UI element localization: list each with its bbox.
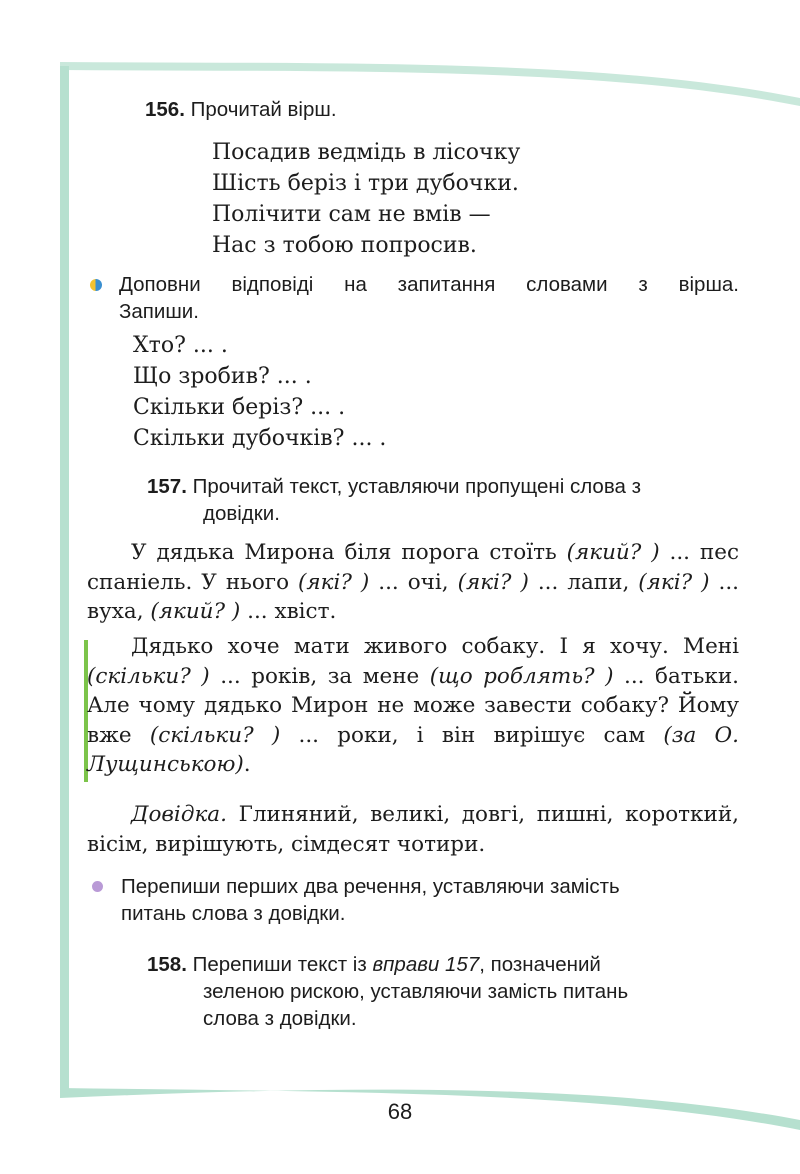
hint-words: Глиняний, великі, довгі, пишні, короткий, вісім, вирішують, сімдесят чотири.: [87, 802, 739, 857]
text-run: ... лапи,: [528, 569, 639, 595]
question-hint: (що роблять? ): [429, 663, 614, 689]
bullet-task-line: питань слова з довідки.: [121, 902, 346, 925]
hint-label: Довідка.: [131, 802, 227, 827]
text-run: Перепиши текст із: [192, 953, 373, 976]
exercise-task-continued: слова з довідки.: [203, 1007, 357, 1030]
question-line: Скільки беріз? ... .: [133, 395, 346, 420]
text-run: ... роки, і він вирішує сам: [280, 722, 664, 748]
text-run: У дядька Мирона біля порога стоїть: [131, 540, 567, 565]
bullet-task-156: [119, 271, 739, 325]
exercise-reference: вправи 157: [372, 953, 480, 976]
question-hint: (які? ): [638, 569, 710, 595]
question-line: Що зробив? ... .: [133, 364, 312, 389]
poem-line: Посадив ведмідь в лісочку: [212, 140, 521, 165]
exercise-156-heading: [145, 96, 337, 123]
question-hint: (який? ): [566, 540, 660, 565]
source-attribution: (за О. Лущинською): [87, 722, 739, 777]
text-run: ... вуха,: [87, 569, 740, 624]
question-line: Хто? ... .: [133, 333, 228, 358]
poem-line: Шість беріз і три дубочки.: [212, 171, 519, 196]
bullet-blue-yellow-icon: [90, 279, 102, 291]
exercise-task: Прочитай текст, уставляючи пропущені слова з: [192, 475, 641, 498]
exercise-task-continued: зеленою рискою, уставляючи замість питань: [203, 980, 629, 1003]
exercise-158: [147, 951, 747, 1032]
question-line: Скільки дубочків? ... .: [133, 426, 387, 451]
bullet-task-line: Перепиши перших два речення, уставляючи замість: [121, 875, 620, 898]
text-run: ... хвіст.: [240, 599, 337, 624]
text-run: ... років, за мене: [209, 663, 430, 689]
exercise-task-continued: довідки.: [203, 502, 280, 525]
page-number: 68: [387, 1099, 413, 1124]
poem-line: Полічити сам не вмів —: [212, 202, 491, 227]
question-list: [133, 330, 386, 454]
question-hint: (які? ): [457, 569, 529, 595]
question-hint: (які? ): [298, 569, 370, 595]
bullet-task-line: Доповни відповіді на запитання словами з вірша.: [119, 273, 739, 296]
question-hint: (який? ): [150, 599, 241, 624]
exercise-number: 157.: [147, 475, 187, 498]
poem: [212, 137, 520, 261]
bullet-task-line: Запиши.: [119, 300, 199, 323]
text-run: Дядько хоче мати живого собаку. І я хочу. Мені: [131, 634, 739, 659]
text-run: ... пес спаніель. У нього: [87, 540, 739, 595]
hint-paragraph: [87, 800, 739, 859]
bullet-task-157: [121, 873, 741, 927]
poem-line: Нас з тобою попросив.: [212, 233, 477, 258]
text-run: , позначений: [479, 953, 601, 976]
text-run: ... батьки. Але чому дядько Мирон не може завести собаку? Йому вже: [87, 663, 739, 748]
exercise-157-heading: [147, 473, 747, 527]
frame-left-band: [60, 66, 69, 1096]
text-paragraph-2: [87, 632, 739, 780]
text-run: ... очі,: [369, 569, 458, 595]
question-hint: (скільки? ): [87, 663, 210, 689]
exercise-number: 158.: [147, 953, 187, 976]
exercise-number: 156.: [145, 98, 185, 121]
text-run: .: [243, 752, 251, 777]
question-hint: (скільки? ): [149, 722, 281, 748]
text-paragraph-1: [87, 538, 739, 627]
exercise-task: Прочитай вірш.: [190, 98, 337, 121]
bullet-purple-icon: [92, 881, 103, 892]
